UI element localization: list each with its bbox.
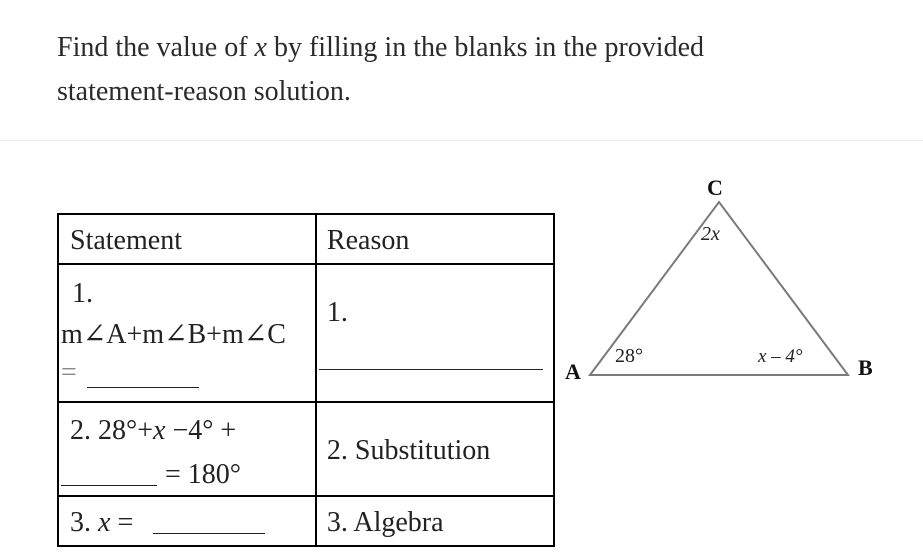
reason-3-text: 3. Algebra [326,507,444,538]
vertex-c-label: C [707,175,723,200]
angle-c-label: 2x [701,223,720,245]
statement-header: Statement [70,225,182,256]
statement-3-text: 3. x = [70,507,134,538]
triangle-diagram [560,168,900,418]
section-divider [0,140,923,141]
prompt-variable: x [254,32,267,63]
reason-2-text: 2. Substitution [326,435,491,466]
prompt-line-2: statement-reason solution. [57,76,351,107]
statement-1-blank[interactable] [87,365,199,388]
table-row [58,264,554,402]
statement-1-number: 1. [72,278,93,309]
statement-1-expression: m∠A+m∠B+m∠C [61,319,286,350]
table-row [58,402,554,496]
statement-3-blank[interactable] [153,511,265,534]
reason-header: Reason [326,225,410,256]
angle-a-label: 28° [615,345,643,367]
proof-table [57,213,555,547]
statement-2-line-1: 2. 28°+x −4° + [70,415,237,446]
statement-2-line-2: = 180° [165,459,241,490]
problem-prompt [57,26,897,114]
reason-1-blank[interactable] [319,347,543,370]
prompt-line-1: Find the value of x by filling in the blanks in the provided [57,32,705,63]
vertex-b-label: B [858,355,873,380]
table-row [58,496,554,546]
statement-1-equals: = [61,357,77,388]
vertex-a-label: A [565,359,581,384]
statement-2-blank[interactable] [61,463,157,486]
statement-3-variable: x [98,507,111,538]
angle-b-label: x – 4° [758,346,803,367]
reason-1-number: 1. [326,297,348,328]
statement-2-variable: x [153,415,166,446]
table-header-row [58,214,554,264]
